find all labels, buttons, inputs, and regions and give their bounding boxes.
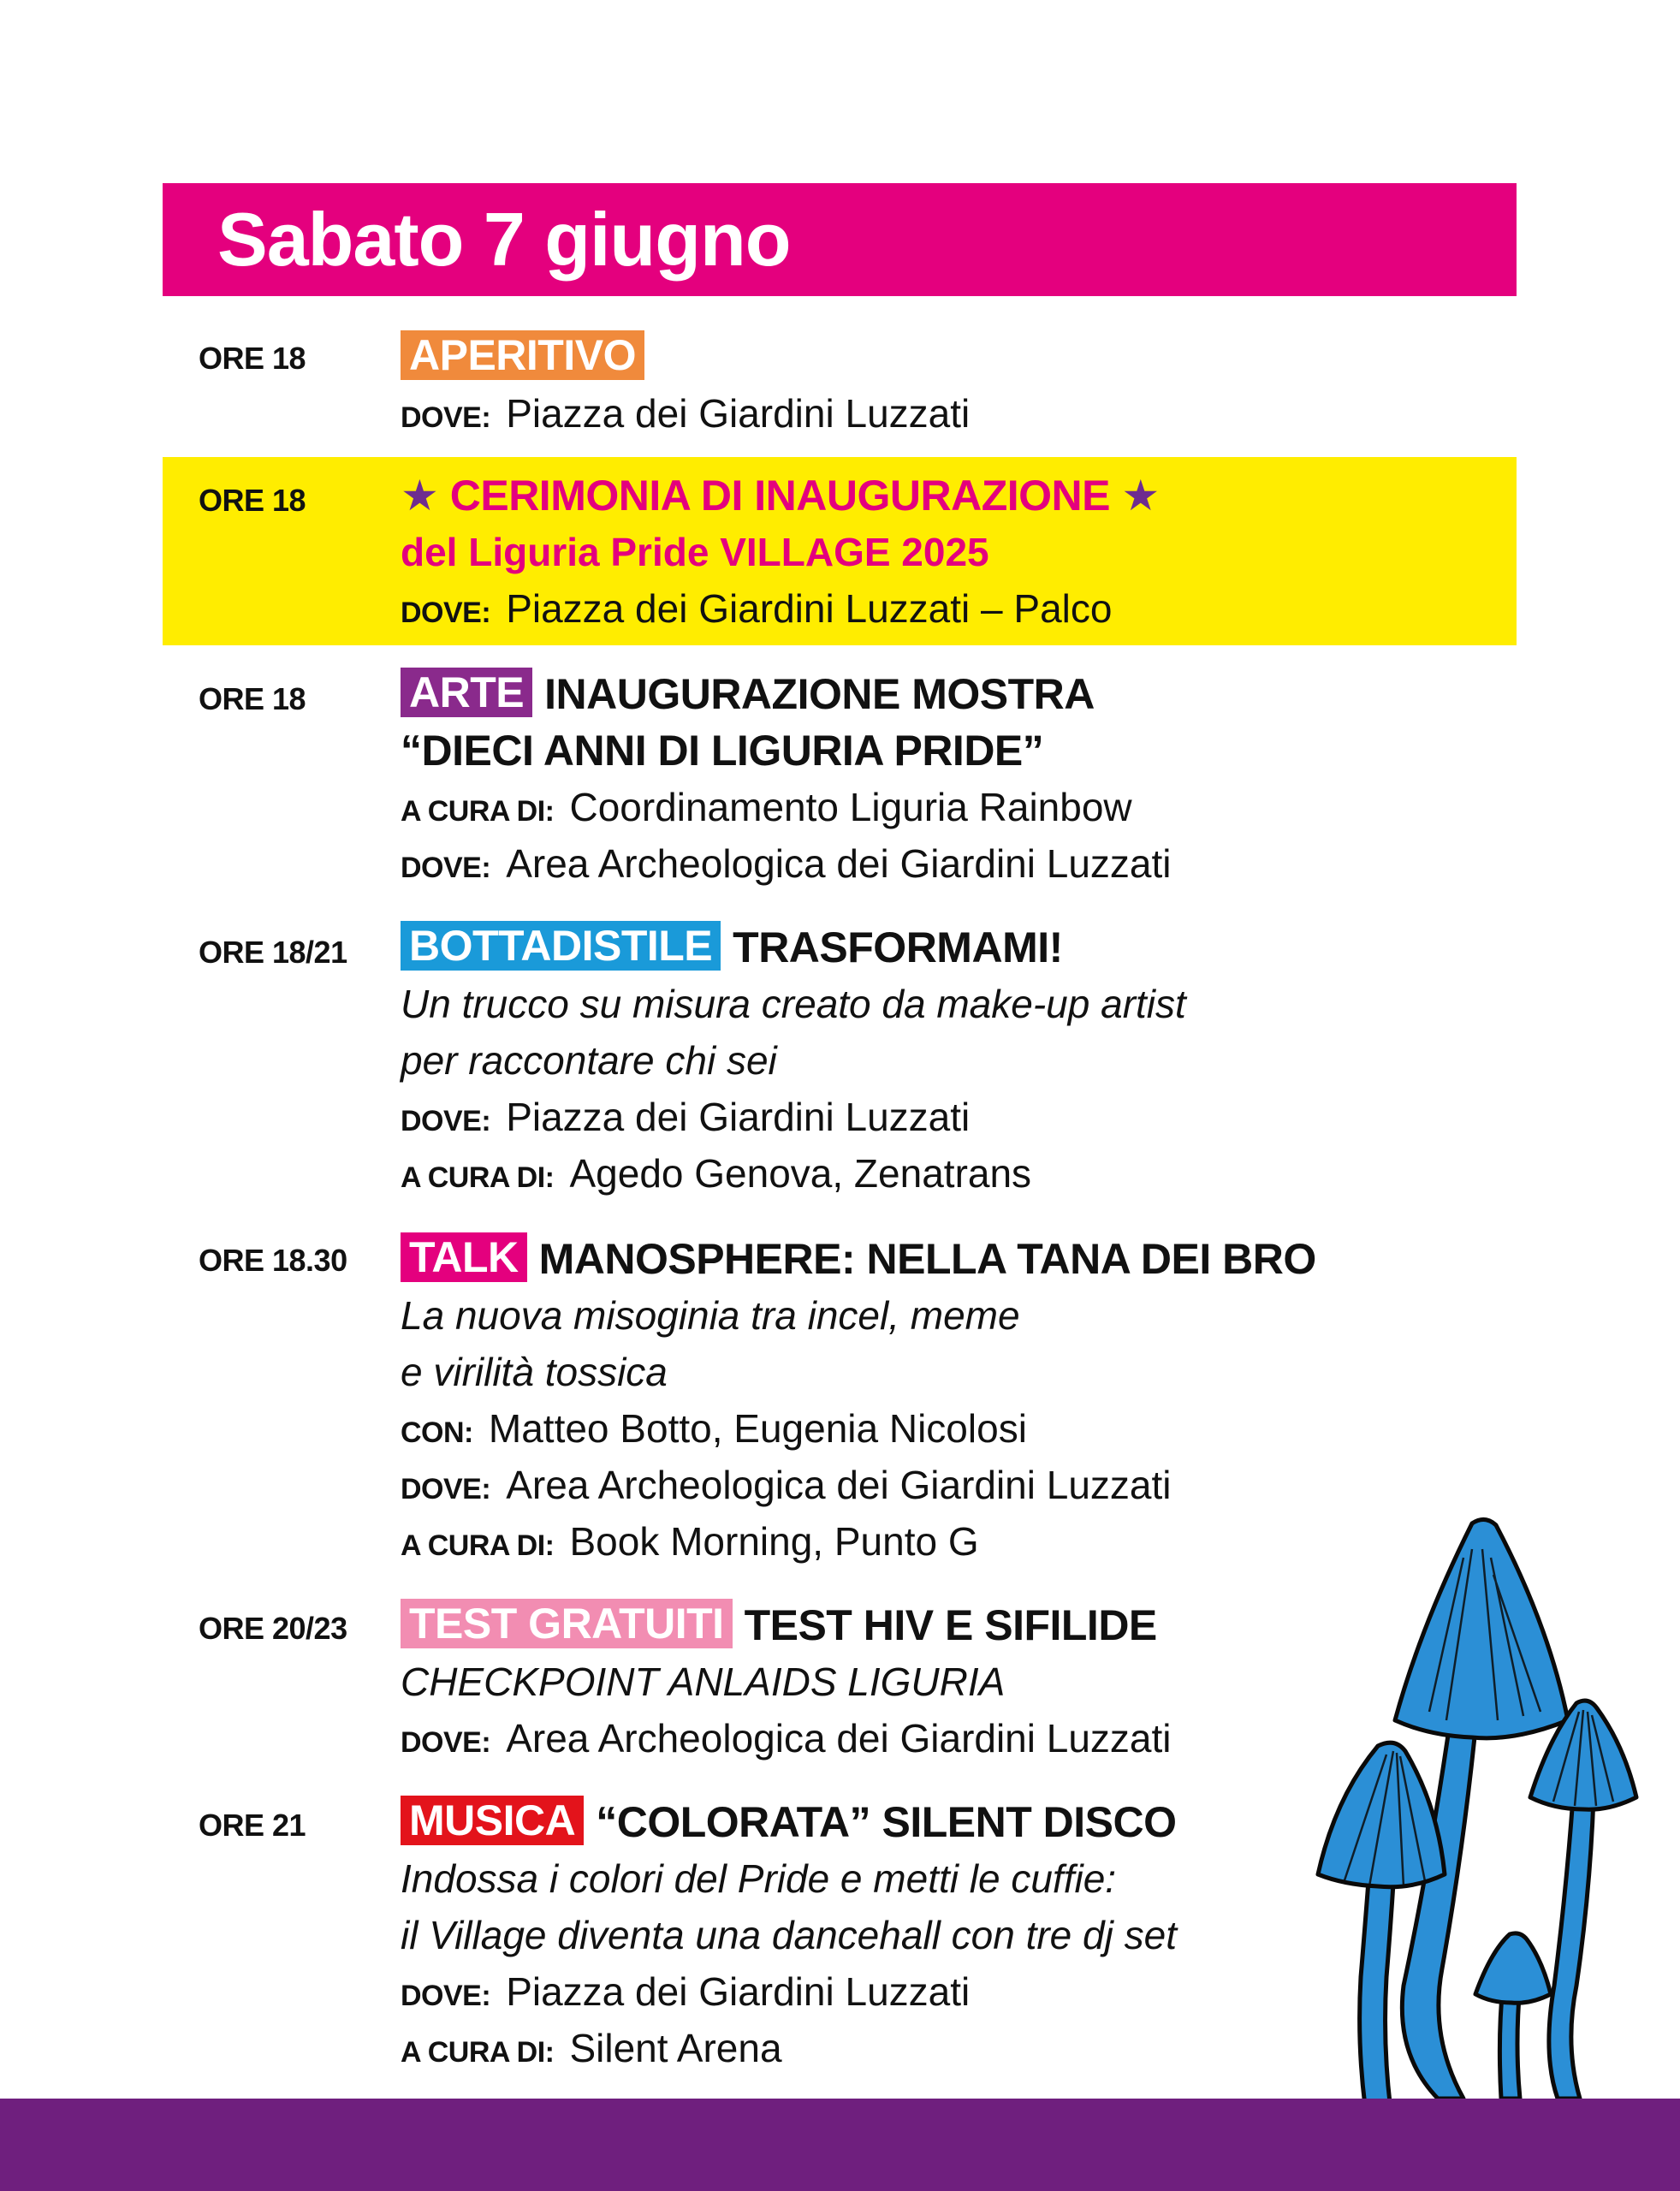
event-speakers: [401, 1400, 1479, 1457]
event-title: TRASFORMAMI!: [733, 923, 1063, 971]
event-title-2: “DIECI ANNI DI LIGURIA PRIDE”: [401, 727, 1044, 775]
category-tag: BOTTADISTILE: [401, 921, 721, 971]
event-time: ORE 21: [199, 1808, 306, 1843]
event-title: CERIMONIA DI INAUGURAZIONE: [449, 472, 1110, 520]
event-title-line: [401, 467, 1479, 524]
curator-value: Silent Arena: [569, 2026, 782, 2070]
event-arte: [401, 666, 1479, 892]
location-value: Area Archeologica dei Giardini Luzzati: [506, 1716, 1172, 1761]
event-title-line: [401, 1231, 1479, 1287]
event-location: [401, 1457, 1479, 1513]
curator-label: A CURA DI:: [401, 795, 555, 828]
event-title: TEST HIV E SIFILIDE: [744, 1601, 1157, 1649]
location-label: DOVE:: [401, 1980, 491, 2012]
event-time: ORE 20/23: [199, 1611, 347, 1646]
mushroom-cap: [1395, 1519, 1568, 1737]
location-label: DOVE:: [401, 1726, 491, 1759]
curator-label: A CURA DI:: [401, 1529, 555, 1562]
event-title: INAUGURAZIONE MOSTRA: [544, 670, 1095, 718]
location-label: DOVE:: [401, 1473, 491, 1505]
location-value: Area Archeologica dei Giardini Luzzati: [506, 1463, 1172, 1507]
location-value: Piazza dei Giardini Luzzati: [506, 391, 971, 436]
event-description: Un trucco su misura creato da make-up artist: [401, 982, 1186, 1026]
event-subtitle: del Liguria Pride VILLAGE 2025: [401, 530, 989, 574]
event-time: ORE 18/21: [199, 935, 347, 970]
event-cerimonia: [401, 467, 1479, 637]
curator-label: A CURA DI:: [401, 1161, 555, 1194]
event-location: [401, 1089, 1479, 1145]
event-curator: [401, 1145, 1479, 1202]
event-title-line: [401, 666, 1479, 722]
location-label: DOVE:: [401, 401, 491, 434]
event-description: CHECKPOINT ANLAIDS LIGURIA: [401, 1660, 1006, 1704]
mushrooms-illustration: [1301, 1506, 1660, 2105]
event-bottadistile: [401, 919, 1479, 1202]
event-description: e virilità tossica: [401, 1350, 668, 1394]
location-value: Piazza dei Giardini Luzzati – Palco: [506, 586, 1113, 631]
event-aperitivo: [401, 329, 1479, 442]
event-description: Indossa i colori del Pride e metti le cuffie:: [401, 1856, 1117, 1901]
location-value: Piazza dei Giardini Luzzati: [506, 1969, 971, 2014]
star-icon: ★: [401, 472, 439, 520]
curator-value: Book Morning, Punto G: [569, 1519, 979, 1564]
star-icon: ★: [1121, 472, 1160, 520]
location-label: DOVE:: [401, 852, 491, 884]
category-tag: TEST GRATUITI: [401, 1599, 733, 1648]
event-location: [401, 385, 1479, 442]
event-description: il Village diventa una dancehall con tre dj set: [401, 1913, 1177, 1957]
event-time: ORE 18.30: [199, 1243, 347, 1278]
curator-value: Agedo Genova, Zenatrans: [569, 1151, 1032, 1196]
curator-value: Coordinamento Liguria Rainbow: [569, 785, 1132, 829]
location-label: DOVE:: [401, 597, 491, 629]
event-description: La nuova misoginia tra incel, meme: [401, 1293, 1020, 1338]
speakers-value: Matteo Botto, Eugenia Nicolosi: [488, 1406, 1027, 1451]
event-time: ORE 18: [199, 483, 306, 518]
event-curator: [401, 779, 1479, 835]
curator-label: A CURA DI:: [401, 2036, 555, 2069]
event-title: “COLORATA” SILENT DISCO: [596, 1798, 1177, 1846]
location-label: DOVE:: [401, 1105, 491, 1137]
stem: [1549, 1797, 1594, 2099]
event-title: MANOSPHERE: NELLA TANA DEI BRO: [538, 1235, 1316, 1283]
event-time: ORE 18: [199, 341, 306, 376]
location-value: Area Archeologica dei Giardini Luzzati: [506, 841, 1172, 886]
location-value: Piazza dei Giardini Luzzati: [506, 1095, 971, 1139]
speakers-label: CON:: [401, 1416, 473, 1449]
event-title-line: [401, 329, 1479, 385]
mushroom-cap: [1475, 1933, 1551, 2003]
category-tag: MUSICA: [401, 1796, 584, 1845]
event-time: ORE 18: [199, 681, 306, 716]
event-description: per raccontare chi sei: [401, 1038, 777, 1083]
event-title-line: [401, 919, 1479, 976]
event-location: [401, 580, 1479, 637]
category-tag: TALK: [401, 1232, 527, 1282]
category-tag: ARTE: [401, 668, 532, 717]
page-title: Sabato 7 giugno: [217, 197, 791, 282]
footer-bar: [0, 2099, 1680, 2191]
category-tag: APERITIVO: [401, 330, 644, 380]
date-header: [163, 183, 1517, 296]
event-location: [401, 835, 1479, 892]
